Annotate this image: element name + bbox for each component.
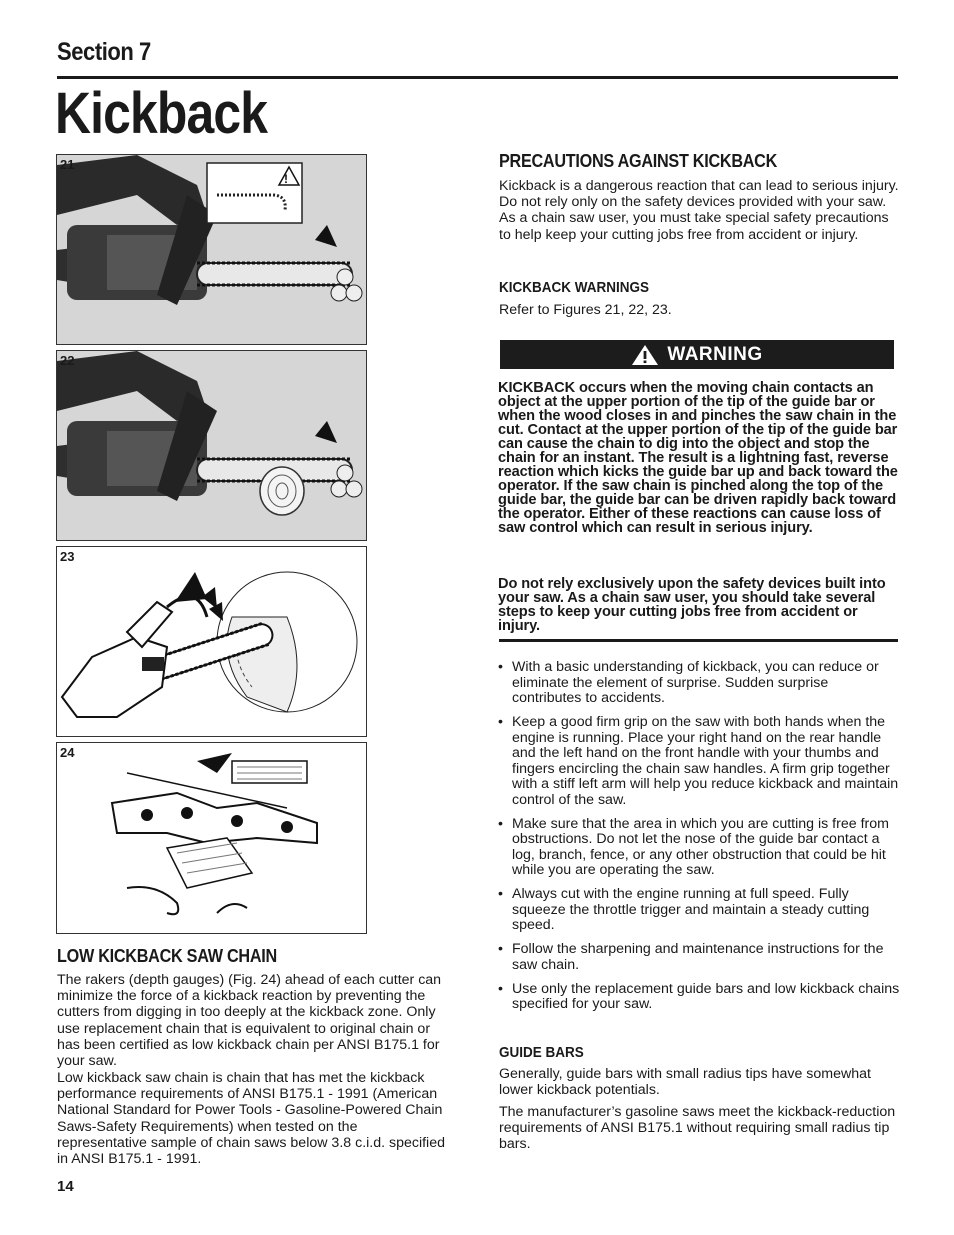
figure-21 [56,154,367,345]
precautions-intro: Kickback is a dangerous reaction that can lead to serious injury. Do not rely only on the safety devices provided with your saw. As a chain saw user, you must take special safety precautions to help keep your cutting jobs free from accident or injury. [499,178,899,243]
raker-diagram [57,743,366,933]
section-label: Section 7 [57,38,151,66]
kickback-diagram [57,547,366,736]
figure-number: 24 [60,745,75,760]
low-kickback-paragraph: Low kickback saw chain is chain that has met the kickback performance requirements of ANSI B175.1 - 1991 (American National Standard for Power Tools - Gasoline-Powered Chain Saws-Safety Requirements) when tested on the representative sample of chain saws below 3.8 c.i.d. specified in ANSI B175.1 - 1991. [57,1070,445,1168]
warning-label: WARNING [667,343,763,365]
figure-22 [56,350,367,541]
figure-number: 22 [60,353,75,368]
list-item: • With a basic understanding of kickback, you can reduce or eliminate the element of surprise. Sudden surprise contributes to accidents. [498,660,900,707]
list-item: • Always cut with the engine running at full speed. Fully squeeze the throttle trigger and maintain a steady cutting speed. [498,887,900,934]
page-number: 14 [57,1178,74,1195]
figure-24 [56,742,367,934]
precautions-list [498,660,900,1021]
warning-paragraph: Do not rely exclusively upon the safety devices built into your saw. As a chain saw user, you should take several steps to keep your cutting jobs free from accident or injury. [498,576,886,634]
list-item: • Keep a good firm grip on the saw with both hands when the engine is running. Place your right hand on the rear handle and the left hand on the front handle with your thumbs and fingers encircling the chain saw handles. A firm grip together with a stiff left arm will help you reduce kickback and maintain control of the saw. [498,715,900,808]
list-item: • Make sure that the area in which you are cutting is free from obstructions. Do not let the nose of the guide bar contact a log, branch, fence, or any other obstruction that could be hit while you are operating the saw. [498,817,900,879]
svg-text:!: ! [284,172,288,186]
list-item: • Follow the sharpening and maintenance instructions for the saw chain. [498,942,900,973]
warning-paragraph: KICKBACK occurs when the moving chain contacts an object at the upper portion of the tip of the guide bar or when the wood closes in and pinches the saw chain in the cut. Contact at the upper portion of the tip of the guide bar can cause the chain to dig into the object and stop the chain for an instant. The result is a lightning fast, reverse reaction which kicks the guide bar up and back toward the operator. If the saw chain is pinched along the top of the guide bar, the guide bar can be driven rapidly back toward the operator. Either of these reactions can cause loss of saw control which can result in serious injury. [498,380,898,536]
page-title: Kickback [55,81,268,146]
low-kickback-paragraph: The rakers (depth gauges) (Fig. 24) ahead of each cutter can minimize the force of a kickback reaction by preventing the cutters from digging in too deeply at the kickback zone. Only use replacement chain that is equivalent to original chain or has been certified as low kickback chain per ANSI B175.1 for your saw. [57,972,442,1070]
warning-triangle-icon [631,344,659,366]
guide-bars-paragraph: Generally, guide bars with small radius tips have somewhat lower kickback potentials. [499,1066,871,1099]
figure-23 [56,546,367,737]
low-kickback-heading: LOW KICKBACK SAW CHAIN [57,946,277,966]
figure-number: 23 [60,549,75,564]
precautions-heading: PRECAUTIONS AGAINST KICKBACK [499,151,778,171]
chainsaw-photo [57,155,366,344]
header-rule [57,76,898,79]
warning-rule [499,639,898,642]
list-item: • Use only the replacement guide bars and low kickback chains specified for your saw. [498,982,900,1013]
figure-number: 21 [60,157,75,172]
guide-bars-paragraph: The manufacturer’s gasoline saws meet the kickback-reduction requirements of ANSI B175.1 without requiring small radius tip bars. [499,1104,896,1153]
guide-bars-heading: GUIDE BARS [499,1044,584,1061]
warning-banner [500,340,894,369]
kickback-warnings-heading: KICKBACK WARNINGS [499,279,650,296]
figures-reference: Refer to Figures 21, 22, 23. [499,302,672,318]
chainsaw-pinch-photo [57,351,366,540]
